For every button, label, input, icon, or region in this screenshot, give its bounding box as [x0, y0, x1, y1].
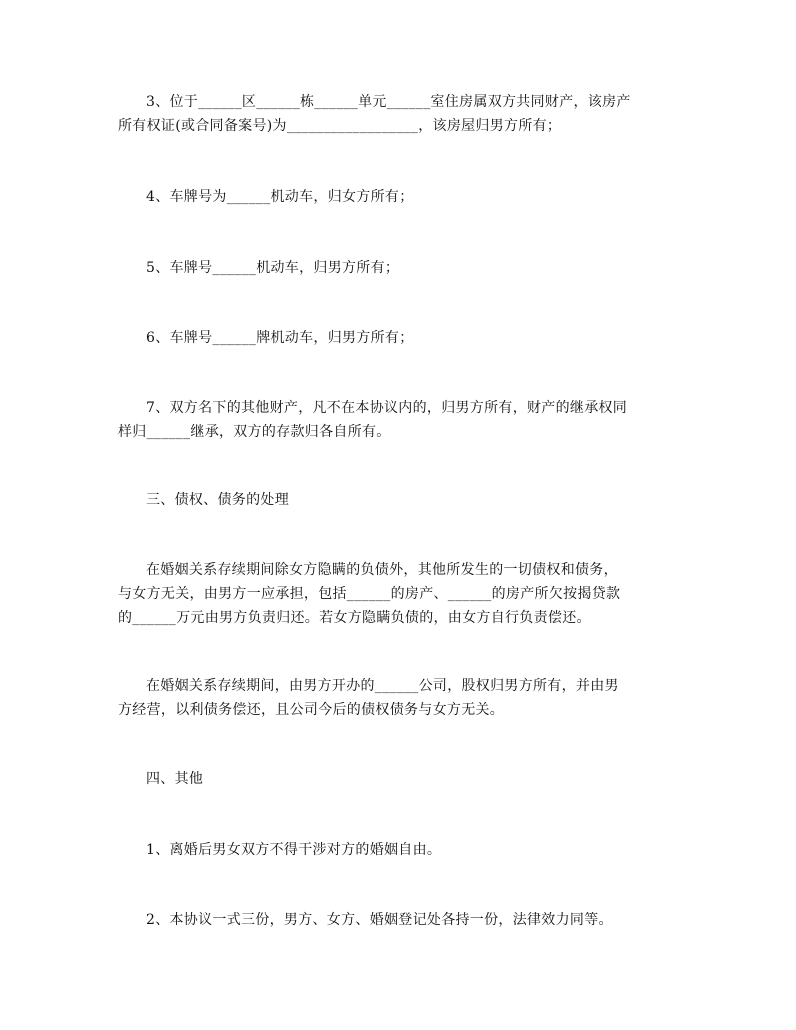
debt-clause-1	[118, 558, 683, 630]
text-line: 3、位于______区______栋______单元______室住房属双方共同财产，该房产	[146, 94, 631, 110]
text-line: 在婚姻关系存续期间，由男方开办的______公司，股权归男方所有，并由男	[146, 678, 619, 694]
text-line: 1、离婚后男女双方不得干涉对方的婚姻自由。	[146, 842, 442, 858]
section-heading-debts	[118, 488, 683, 512]
section-heading-other	[118, 767, 683, 791]
text-line: 方经营，以利债务偿还，且公司今后的债权债务与女方无关。	[118, 702, 505, 718]
property-clause-6	[118, 326, 683, 350]
text-line: 2、本协议一式三份，男方、女方、婚姻登记处各持一份，法律效力同等。	[146, 912, 613, 928]
other-clause-1	[118, 838, 683, 862]
property-clause-4	[118, 185, 683, 209]
debt-clause-2	[118, 674, 683, 722]
text-line: 所有权证(或合同备案号)为__________________，该房屋归男方所有；	[118, 118, 562, 134]
text-line: 与女方无关，由男方一应承担，包括______的房产、______的房产所欠按揭贷款	[118, 586, 621, 602]
text-line: 4、车牌号为______机动车，归女方所有；	[146, 189, 414, 205]
heading-text: 三、债权、债务的处理	[146, 492, 289, 508]
property-clause-5	[118, 256, 683, 280]
text-line: 的______万元由男方负责归还。若女方隐瞒负债的，由女方自行负责偿还。	[118, 610, 591, 626]
property-clause-7	[118, 396, 683, 444]
text-line: 5、车牌号______机动车，归男方所有；	[146, 260, 400, 276]
text-line: 6、车牌号______牌机动车，归男方所有；	[146, 330, 414, 346]
property-clause-3	[118, 90, 683, 138]
heading-text: 四、其他	[146, 771, 204, 787]
other-clause-2	[118, 908, 683, 932]
text-line: 样归______继承，双方的存款归各自所有。	[118, 424, 391, 440]
text-line: 7、双方名下的其他财产，凡不在本协议内的，归男方所有，财产的继承权同	[146, 400, 628, 416]
text-line: 在婚姻关系存续期间除女方隐瞒的负债外，其他所发生的一切债权和债务，	[146, 562, 618, 578]
